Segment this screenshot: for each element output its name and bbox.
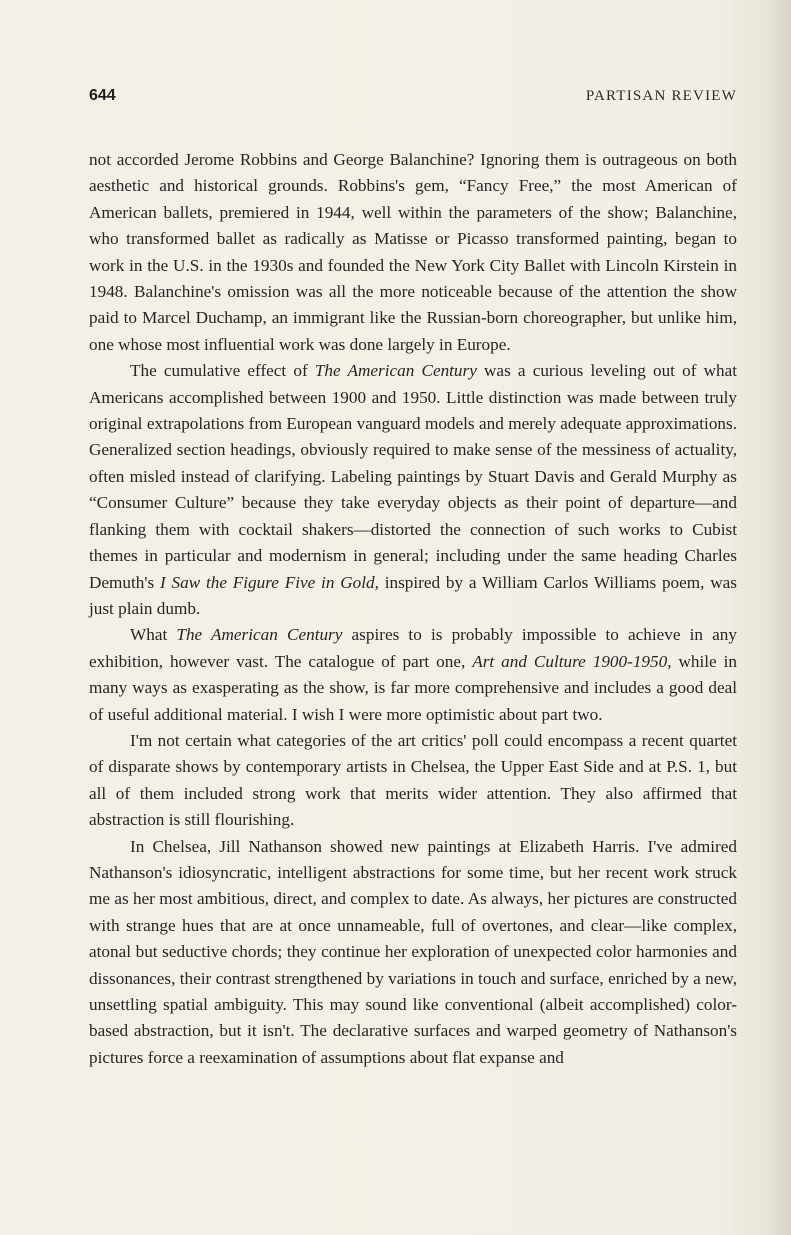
- text-run: What: [130, 625, 177, 645]
- text-run: while in many ways as exasperating as the show, is far more comprehensive and includes a good deal of useful additional material. I wish I were more optimistic about part two.: [89, 651, 737, 724]
- text-run: inspired by a William Carlos Williams poem, was just plain dumb.: [89, 572, 737, 618]
- text-run: was a curious leveling out of what Americans accomplished between 1900 and 1950. Little distinction was made between truly original extrapolations from European vanguard models and merely adequate approximations. Generalized section headings, obviously required to make sense of the messiness of actuality, often misled instead of clarifying. Labeling paintings by Stuart Davis and Gerald Murphy as “Consumer Culture” because they take everyday objects as their point of departure—and flanking them with cocktail shakers—distorted the connection of such works to Cubist themes in particular and modernism in general; including under the same heading Charles Demuth's: [89, 361, 738, 592]
- italic-title: Art and Culture 1900-1950,: [472, 651, 672, 671]
- italic-title: I Saw the Figure Five in Gold,: [159, 572, 379, 592]
- paragraph: [89, 358, 737, 622]
- page-number: 644: [89, 87, 116, 104]
- text-run: The cumulative effect of: [130, 361, 315, 381]
- paragraph: [89, 622, 737, 728]
- paragraph: [89, 147, 737, 358]
- paragraph: [89, 728, 737, 834]
- running-head: PARTISAN REVIEW: [585, 88, 737, 104]
- paragraph: [89, 834, 737, 1072]
- italic-title: The American Century: [176, 625, 343, 645]
- text-run: aspires to is probably impossible to achieve in any exhibition, however vast. The catalogue of part one,: [89, 625, 737, 671]
- text-run: In Chelsea, Jill Nathanson showed new paintings at Elizabeth Harris. I've admired Nathanson's idiosyncratic, intelligent abstractions for some time, but her recent work struck me as her most ambitious, direct, and complex to date. As always, her pictures are constructed with strange hues that are at once unnameable, full of overtones, and clear—like complex, atonal but seductive chords; they continue her exploration of unexpected color harmonies and dissonances, their contrast strengthened by variations in touch and surface, enriched by a new, unsettling spatial ambiguity. This may sound like conventional (albeit accomplished) color-based abstraction, but it isn't. The declarative surfaces and warped geometry of Nathanson's pictures force a reexamination of assumptions about flat expanse and: [89, 836, 737, 1067]
- text-run: I'm not certain what categories of the art critics' poll could encompass a recent quartet of disparate shows by contemporary artists in Chelsea, the Upper East Side and at P.S. 1, but all of them included strong work that merits wider attention. They also affirmed that abstraction is still flourishing.: [89, 730, 737, 830]
- italic-title: The American Century: [314, 361, 477, 381]
- article-body: [89, 147, 737, 1071]
- page-header: [89, 87, 737, 109]
- text-run: not accorded Jerome Robbins and George Balanchine? Ignoring them is outrageous on both aesthetic and historical grounds. Robbins's gem, “Fancy Free,” the most American of American ballets, premiered in 1944, well within the parameters of the show; Balanchine, who transformed ballet as radically as Matisse or Picasso transformed painting, began to work in the U.S. in the 1930s and founded the New York City Ballet with Lincoln Kirstein in 1948. Balanchine's omission was all the more noticeable because of the attention the show paid to Marcel Duchamp, an immigrant like the Russian-born choreographer, but unlike him, one whose most influential work was done largely in Europe.: [89, 150, 737, 354]
